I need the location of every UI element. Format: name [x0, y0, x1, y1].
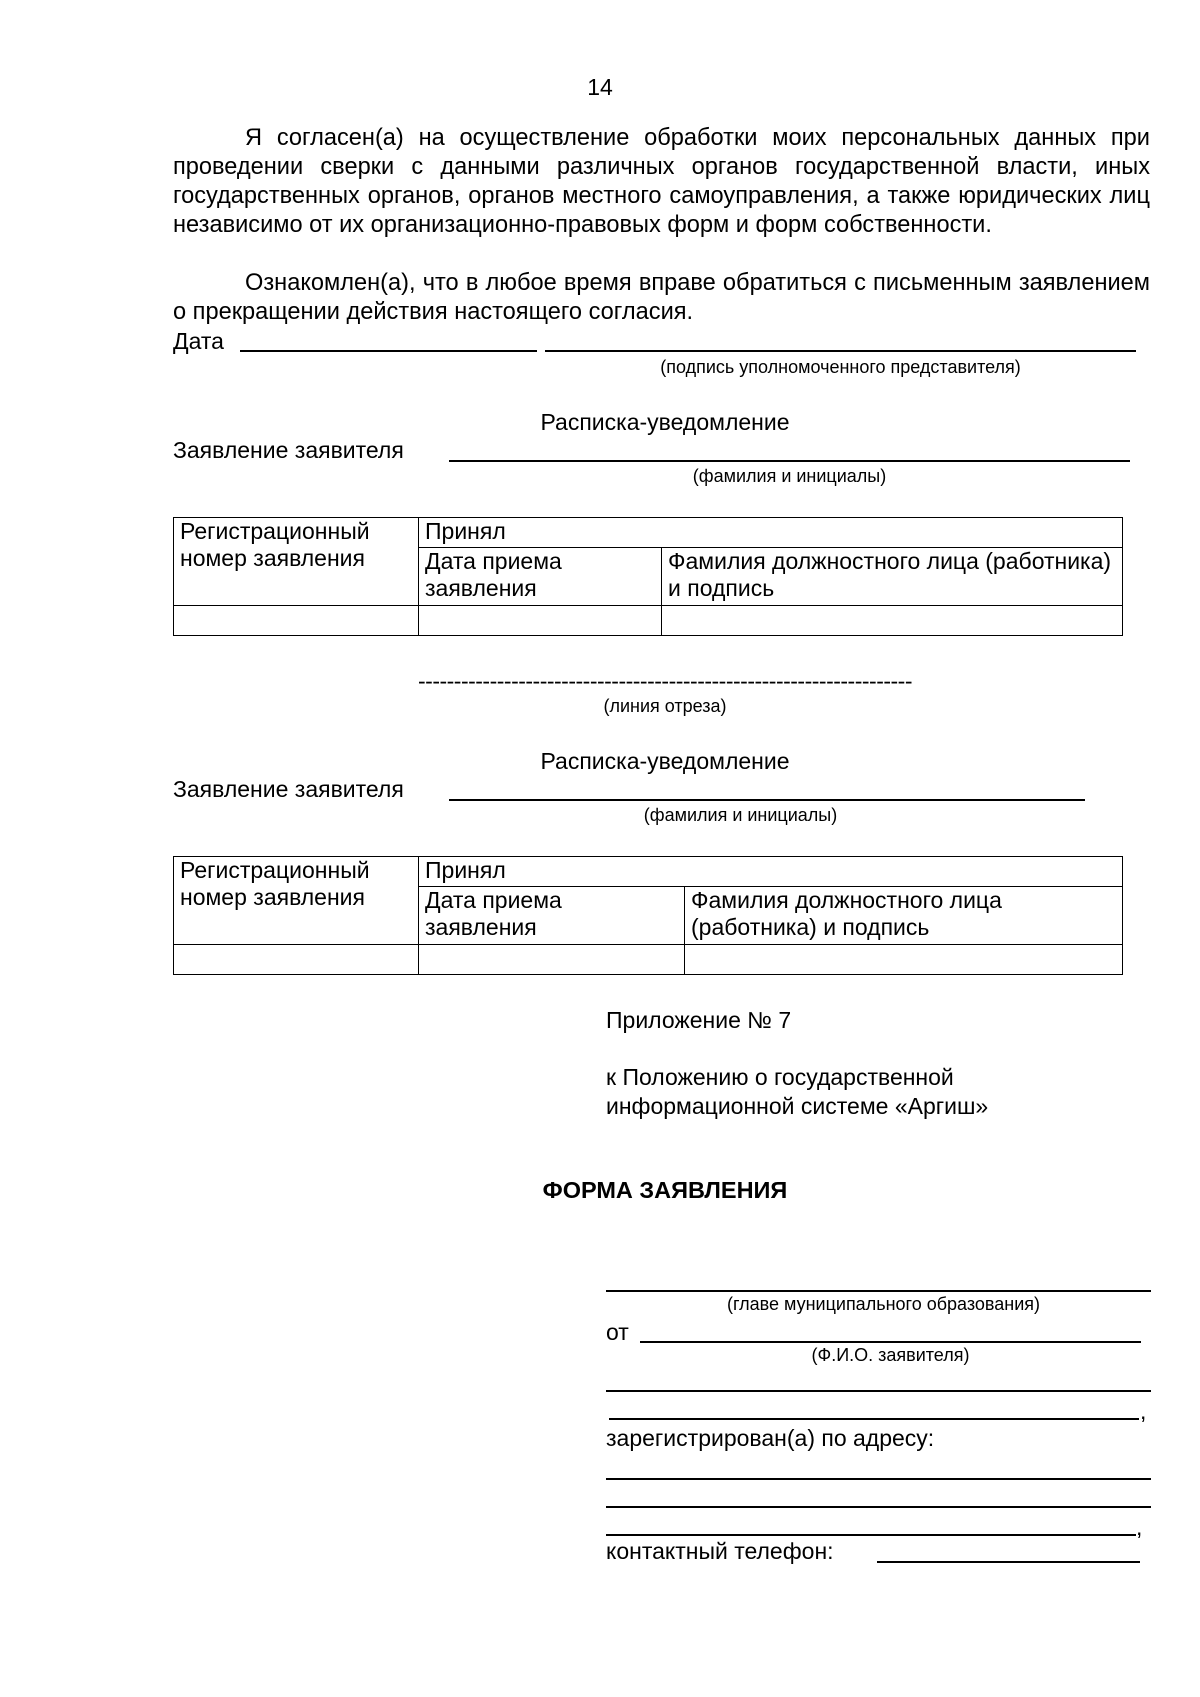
date-field-line[interactable] [240, 350, 537, 352]
form-title: ФОРМА ЗАЯВЛЕНИЯ [542, 1177, 788, 1203]
accepted-header: Принял [419, 857, 1123, 887]
accepted-header: Принял [419, 518, 1123, 548]
signature-field-line[interactable] [545, 350, 1136, 352]
applicant-name-line[interactable] [449, 460, 1130, 462]
appendix-number: Приложение № 7 [606, 1007, 792, 1033]
applicant-fio-line-2[interactable] [606, 1390, 1151, 1392]
date-received-cell[interactable] [419, 606, 662, 636]
recipient-line[interactable] [606, 1290, 1151, 1292]
from-label: от [606, 1319, 629, 1345]
applicant-fio-line-3[interactable] [609, 1418, 1139, 1420]
official-header: Фамилия должностного лица (работника) и подпись [685, 887, 1123, 945]
applicant-caption: (фамилия и инициалы) [643, 805, 838, 825]
address-line-1[interactable] [606, 1478, 1151, 1480]
consent-paragraph-2: Ознакомлен(а), что в любое время вправе обратиться с письменным заявлением о прекращении действия настоящего согласия. [173, 270, 1150, 325]
applicant-label: Заявление заявителя [173, 437, 404, 463]
consent-paragraph-1: Я согласен(а) на осуществление обработки моих персональных данных при проведении сверки с данными различных органов государственной власти, иных государственных органов, органов местного самоуправления, а также юридических лиц независимо от их организационно-правовых форм и форм собственности. [173, 125, 1150, 238]
reg-number-cell[interactable] [174, 606, 419, 636]
official-cell[interactable] [685, 945, 1123, 975]
receipt-title: Расписка-уведомление [540, 409, 790, 435]
applicant-fio-line[interactable] [640, 1341, 1141, 1343]
applicant-name-line[interactable] [449, 799, 1085, 801]
registration-table [173, 517, 1123, 636]
phone-field-line[interactable] [877, 1561, 1140, 1563]
applicant-caption: (фамилия и инициалы) [692, 466, 887, 486]
appendix-reference: к Положению о государственной информационной системе «Аргиш» [606, 1064, 989, 1119]
recipient-caption: (главе муниципального образования) [726, 1294, 1041, 1314]
phone-label: контактный телефон: [606, 1538, 834, 1564]
registered-label: зарегистрирован(а) по адресу: [606, 1425, 935, 1451]
date-received-header: Дата приема заявления [419, 887, 685, 945]
reg-number-cell[interactable] [174, 945, 419, 975]
applicant-label: Заявление заявителя [173, 776, 404, 802]
registration-table [173, 856, 1123, 975]
cut-line: --------------------------------------------------------------------- [418, 668, 912, 694]
comma: , [1136, 1514, 1143, 1540]
reg-number-header: Регистрационный номер заявления [174, 857, 419, 945]
official-cell[interactable] [662, 606, 1123, 636]
applicant-fio-caption: (Ф.И.О. заявителя) [811, 1345, 970, 1365]
comma: , [1140, 1398, 1147, 1424]
page-number: 14 [587, 74, 613, 100]
date-label: Дата [173, 328, 224, 354]
date-received-cell[interactable] [419, 945, 685, 975]
official-header: Фамилия должностного лица (работника) и подпись [662, 548, 1123, 606]
reg-number-header: Регистрационный номер заявления [174, 518, 419, 606]
signature-caption: (подпись уполномоченного представителя) [660, 357, 1021, 377]
address-line-3[interactable] [606, 1534, 1136, 1536]
receipt-title: Расписка-уведомление [540, 748, 790, 774]
cut-line-caption: (линия отреза) [603, 696, 727, 716]
date-received-header: Дата приема заявления [419, 548, 662, 606]
address-line-2[interactable] [606, 1506, 1151, 1508]
